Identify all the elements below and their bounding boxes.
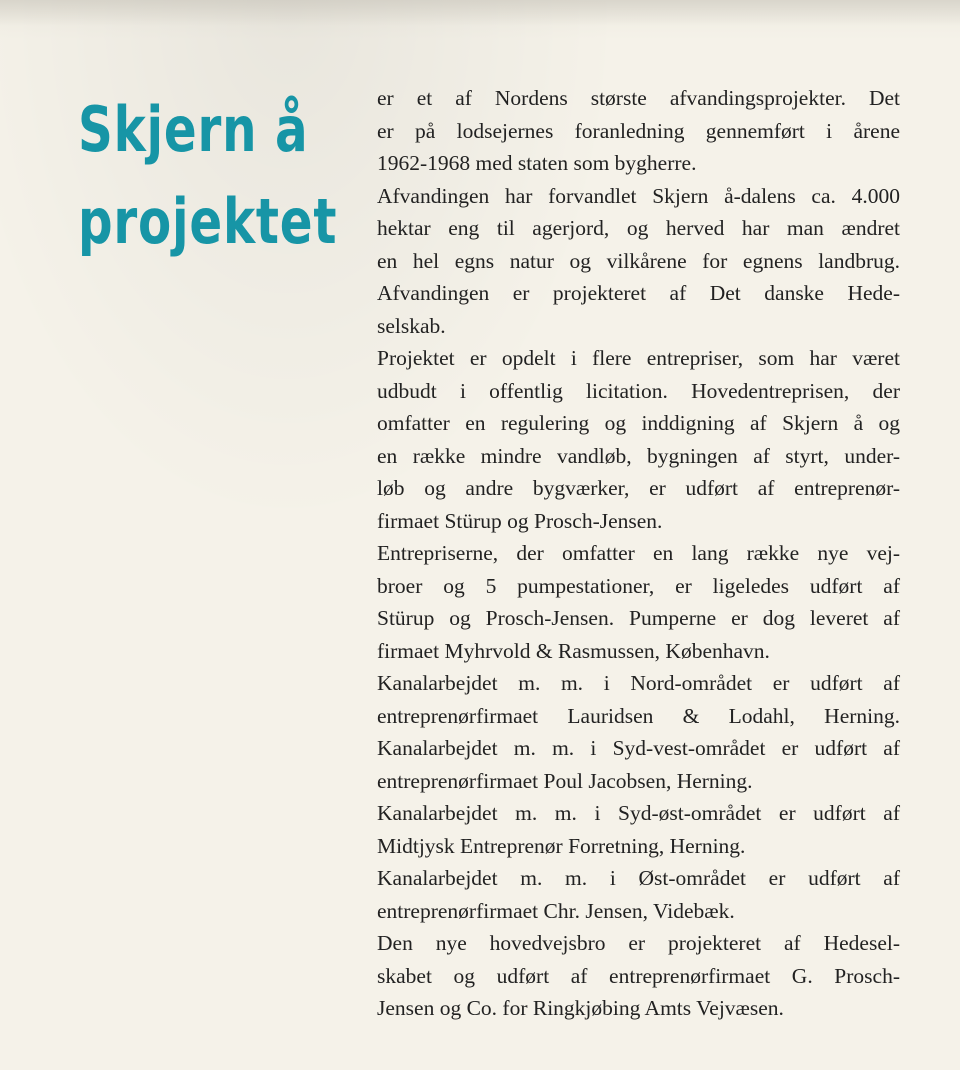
text-line: hektar eng til agerjord, og herved har man ændret (377, 216, 900, 240)
text-line: Kanalarbejdet m. m. i Øst-området er udført af (377, 866, 900, 890)
title-line-1: Skjern å (78, 93, 309, 166)
text-line: broer og 5 pumpestationer, er ligeledes udført af (377, 573, 900, 598)
text-line: Kanalarbejdet m. m. i Syd-vest-området er udført af (377, 736, 900, 760)
text-line: selskab. (377, 313, 446, 338)
text-line: Stürup og Prosch-Jensen. Pumperne er dog leveret af (377, 606, 900, 630)
text-line: en hel egns natur og vilkårene for egnens landbrug. (377, 248, 900, 273)
text-line: Jensen og Co. for Ringkjøbing Amts Vejvæsen. (377, 996, 784, 1020)
text-line: er på lodsejernes foranledning gennemført i årene (377, 118, 900, 143)
text-line: Kanalarbejdet m. m. i Nord-området er udført af (377, 671, 900, 695)
text-line: Den nye hovedvejsbro er projekteret af Hedesel- (377, 931, 900, 955)
text-line: udbudt i offentlig licitation. Hovedentreprisen, der (377, 378, 900, 403)
page-edge-wear (0, 0, 960, 26)
text-line: omfatter en regulering og inddigning af Skjern å og (377, 411, 900, 435)
text-line: firmaet Myhrvold & Rasmussen, København. (377, 638, 770, 663)
text-line: entreprenørfirmaet Poul Jacobsen, Herning. (377, 768, 753, 793)
text-line: firmaet Stürup og Prosch-Jensen. (377, 508, 663, 533)
text-line: er et af Nordens største afvandingsprojekter. Det (377, 86, 900, 110)
text-line: Midtjysk Entreprenør Forretning, Herning. (377, 833, 746, 858)
body-text (377, 82, 900, 1025)
text-line: Afvandingen er projekteret af Det danske Hede- (377, 281, 900, 305)
text-line: skabet og udført af entreprenørfirmaet G. Prosch- (377, 963, 900, 988)
text-line: Projektet er opdelt i flere entrepriser, som har været (377, 346, 900, 370)
text-line: Kanalarbejdet m. m. i Syd-øst-området er udført af (377, 801, 900, 825)
text-line: 1962-1968 med staten som bygherre. (377, 151, 697, 175)
text-line: Entrepriserne, der omfatter en lang række nye vej- (377, 541, 900, 565)
text-line: entreprenørfirmaet Lauridsen & Lodahl, Herning. (377, 703, 900, 728)
page-title (78, 84, 337, 268)
text-line: entreprenørfirmaet Chr. Jensen, Videbæk. (377, 898, 735, 923)
title-line-2: projektet (78, 185, 338, 258)
text-line: løb og andre bygværker, er udført af entreprenør- (377, 476, 900, 500)
text-line: en række mindre vandløb, bygningen af styrt, under- (377, 443, 900, 468)
text-line: Afvandingen har forvandlet Skjern å-dalens ca. 4.000 (377, 183, 900, 208)
